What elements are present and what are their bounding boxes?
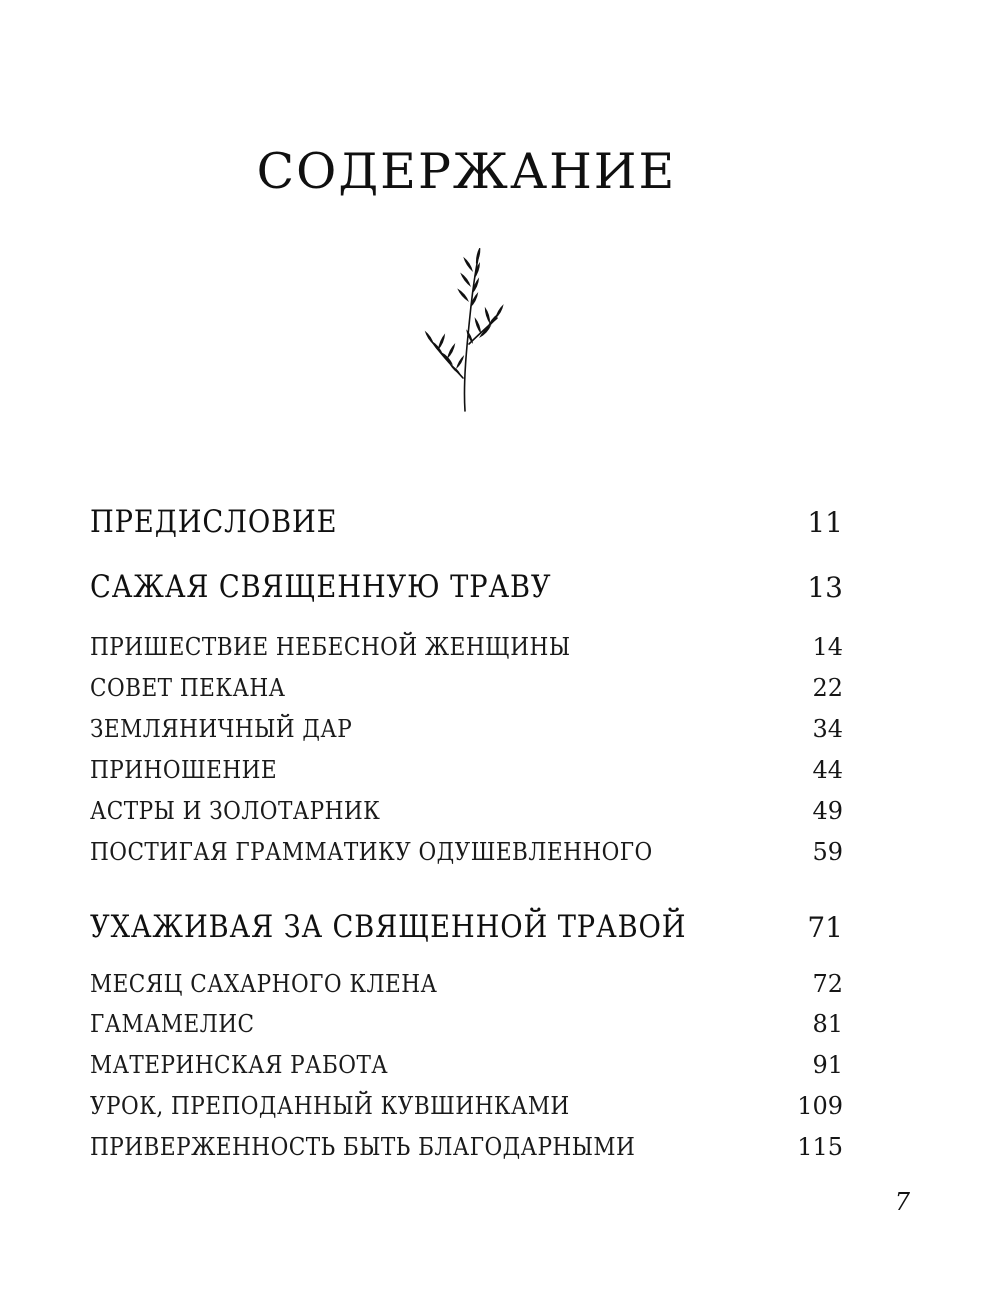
toc-entry-page-number: 109 — [797, 1092, 843, 1120]
toc-entry-label: УРОК, ПРЕПОДАННЫЙ КУВШИНКАМИ — [90, 1092, 570, 1120]
toc-entry-label: АСТРЫ И ЗОЛОТАРНИК — [90, 797, 381, 825]
toc-entry-label: САЖАЯ СВЯЩЕННУЮ ТРАВУ — [90, 569, 552, 605]
toc-row-chapter — [90, 756, 843, 784]
leaf-cluster-top — [456, 248, 482, 309]
toc-row-section-planting-sweetgrass — [90, 569, 843, 605]
toc-entry-page-number: 44 — [812, 756, 843, 784]
toc-entry-label: МАТЕРИНСКАЯ РАБОТА — [90, 1051, 389, 1079]
toc-entry-label: СОВЕТ ПЕКАНА — [90, 674, 286, 702]
toc-row-section-tending-sweetgrass — [90, 909, 843, 945]
toc-row-chapter — [90, 797, 843, 825]
toc-entry-page-number: 91 — [812, 1051, 843, 1079]
toc-row-chapter — [90, 1010, 843, 1038]
toc-row-chapter — [90, 1051, 843, 1079]
toc-entry-label: ПРИНОШЕНИЕ — [90, 756, 278, 784]
toc-entry-page-number: 11 — [807, 506, 843, 539]
toc-entry-page-number: 71 — [807, 911, 843, 944]
toc-entry-label: ЗЕМЛЯНИЧНЫЙ ДАР — [90, 715, 353, 743]
toc-entry-page-number: 14 — [812, 633, 843, 661]
toc-entry-label: ПРИШЕСТВИЕ НЕБЕСНОЙ ЖЕНЩИНЫ — [90, 633, 571, 661]
toc-entry-page-number: 72 — [812, 970, 843, 998]
toc-row-chapter — [90, 674, 843, 702]
toc-entry-page-number: 34 — [812, 715, 843, 743]
toc-entry-page-number: 81 — [812, 1010, 843, 1038]
page-content — [90, 0, 843, 1299]
toc-row-chapter — [90, 838, 843, 866]
leaf-cluster-left — [424, 329, 466, 376]
toc-entry-label: ГАМАМЕЛИС — [90, 1010, 255, 1038]
toc-entry-label: УХАЖИВАЯ ЗА СВЯЩЕННОЙ ТРАВОЙ — [90, 909, 687, 945]
toc-entry-page-number: 59 — [812, 838, 843, 866]
toc-row-chapter — [90, 1133, 843, 1161]
sweetgrass-sprig-illustration — [411, 248, 523, 413]
toc-row-chapter — [90, 633, 843, 661]
toc-entry-label: ПОСТИГАЯ ГРАММАТИКУ ОДУШЕВЛЕННОГО — [90, 838, 653, 866]
leaf-cluster-right — [465, 304, 505, 345]
toc-entry-label: ПРИВЕРЖЕННОСТЬ БЫТЬ БЛАГОДАРНЫМИ — [90, 1133, 636, 1161]
toc-entry-page-number: 115 — [797, 1133, 843, 1161]
toc-entry-page-number: 49 — [812, 797, 843, 825]
toc-row-chapter — [90, 715, 843, 743]
toc-entry-label: ПРЕДИСЛОВИЕ — [90, 504, 338, 540]
page-title: СОДЕРЖАНИЕ — [256, 142, 677, 200]
toc-entry-label: МЕСЯЦ САХАРНОГО КЛЕНА — [90, 970, 438, 998]
toc-entry-page-number: 13 — [807, 571, 843, 604]
toc-row-preface — [90, 504, 843, 540]
toc-row-chapter — [90, 970, 843, 998]
toc-entry-page-number: 22 — [812, 674, 843, 702]
toc-row-chapter — [90, 1092, 843, 1120]
page-folio-number: 7 — [894, 1188, 910, 1216]
